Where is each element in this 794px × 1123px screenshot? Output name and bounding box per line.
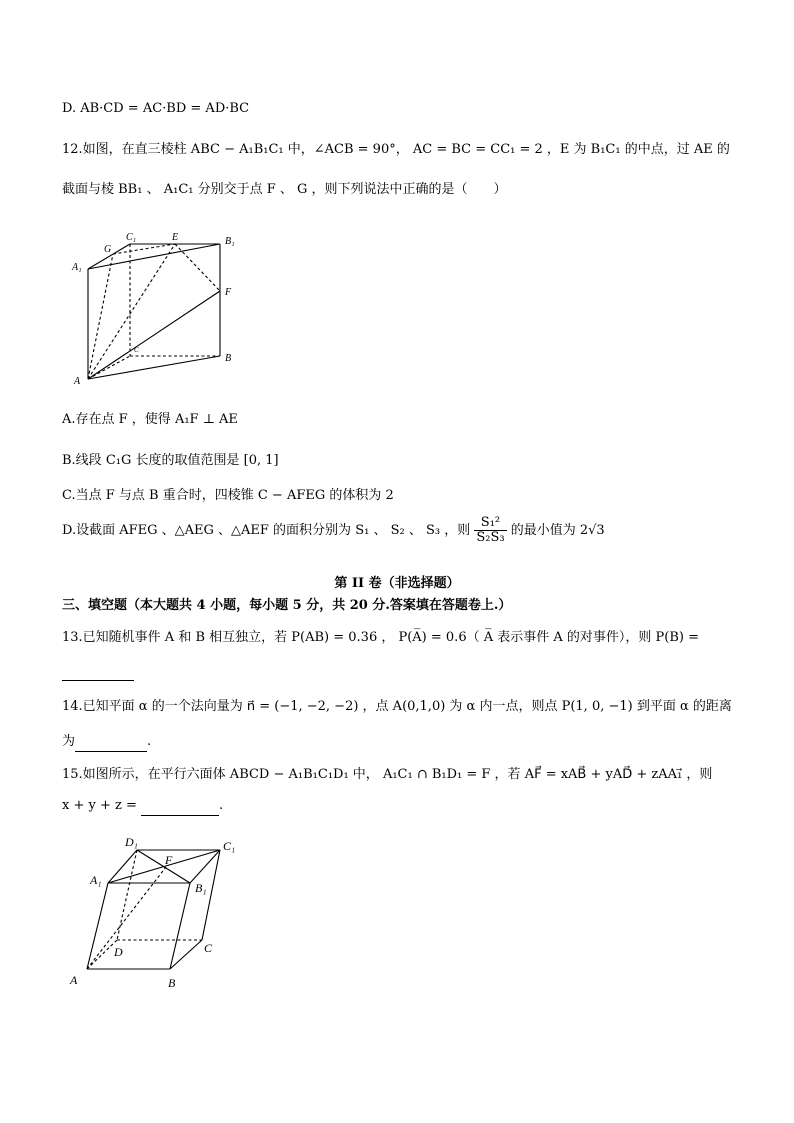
label-A: A xyxy=(70,973,78,987)
label-A1: A₁ xyxy=(72,262,82,273)
label-F: F xyxy=(165,853,173,867)
label-C: C xyxy=(134,346,139,354)
label-C1: C₁ xyxy=(223,839,236,853)
q15-line2-prefix: x + y + z = xyxy=(62,798,137,813)
label-B1: B₁ xyxy=(195,881,207,895)
q14-line2-suffix: . xyxy=(147,734,152,749)
fraction-numerator: S₁² xyxy=(474,516,506,531)
section-volume-title: 第 II 卷（非选择题） xyxy=(334,576,460,591)
label-C1: C₁ xyxy=(126,232,137,243)
label-F: F xyxy=(225,287,232,298)
label-E: E xyxy=(172,232,179,243)
label-D: D xyxy=(114,945,123,959)
q14-stem-line2 xyxy=(62,733,151,752)
section-three-title: 三、填空题（本大题共 4 小题，每小题 5 分，共 20 分.答案填在答题卷上.） xyxy=(62,598,512,613)
q15-parallelepiped-figure xyxy=(62,830,262,995)
q12-stem-line1: 12.如图，在直三棱柱 ABC − A₁B₁C₁ 中，∠ACB = 90°， AC = BC = CC₁ = 2 ，E 为 B₁C₁ 的中点，过 AE 的 xyxy=(62,142,730,157)
q14-line2-prefix: 为 xyxy=(62,734,76,749)
q12-option-d-fraction xyxy=(474,516,506,545)
q12-option-c: C.当点 F 与点 B 重合时，四棱锥 C − AFEG 的体积为 2 xyxy=(62,488,394,503)
q15-stem-line1: 15.如图所示，在平行六面体 ABCD − A₁B₁C₁D₁ 中， A₁C₁ ∩ B₁D₁ = F ，若 AF⃗ = xAB⃗ + yAD⃗ + zAA₁⃗ ，则 xyxy=(62,767,713,782)
label-A1: A₁ xyxy=(90,873,102,887)
q12-option-b: B.线段 C₁G 长度的取值范围是 [0, 1] xyxy=(62,453,279,468)
label-C: C xyxy=(204,941,213,955)
q15-line2-suffix: . xyxy=(219,798,224,813)
q12-option-d xyxy=(62,516,605,545)
label-G: G xyxy=(104,244,112,255)
label-B: B xyxy=(225,353,232,364)
q12-option-d-prefix: D.设截面 AFEG 、△AEG 、△AEF 的面积分别为 S₁ 、 S₂ 、 S₃ ，则 xyxy=(62,523,471,538)
q13-answer-blank[interactable] xyxy=(62,680,134,681)
q15-stem-line2 xyxy=(62,797,223,816)
q15-answer-blank[interactable] xyxy=(141,797,219,816)
q12-prism-figure xyxy=(62,228,252,388)
label-B: B xyxy=(168,976,176,990)
q14-stem-line1: 14.已知平面 α 的一个法向量为 n⃗ = (−1, −2, −2) ，点 A(0,1,0) 为 α 内一点，则点 P(1, 0, −1) 到平面 α 的距离 xyxy=(62,699,732,714)
q12-option-a: A.存在点 F ，使得 A₁F ⊥ AE xyxy=(62,412,238,427)
q14-answer-blank[interactable] xyxy=(75,733,147,752)
q12-stem-line2: 截面与棱 BB₁ 、 A₁C₁ 分别交于点 F 、 G ，则下列说法中正确的是（ ） xyxy=(62,182,507,197)
prev-option-d: D. AB·CD = AC·BD = AD·BC xyxy=(62,101,250,116)
fraction-denominator: S₂S₃ xyxy=(476,530,505,545)
label-A: A xyxy=(74,376,81,387)
label-D1: D₁ xyxy=(125,835,138,849)
label-B1: B₁ xyxy=(225,236,235,247)
q13-stem: 13.已知随机事件 A 和 B 相互独立，若 P(AB) = 0.36 ， P(A̅) = 0.6（ A̅ 表示事件 A 的对事件），则 P(B) = xyxy=(62,630,699,645)
q12-option-d-suffix: 的最小值为 2√3 xyxy=(510,523,605,538)
